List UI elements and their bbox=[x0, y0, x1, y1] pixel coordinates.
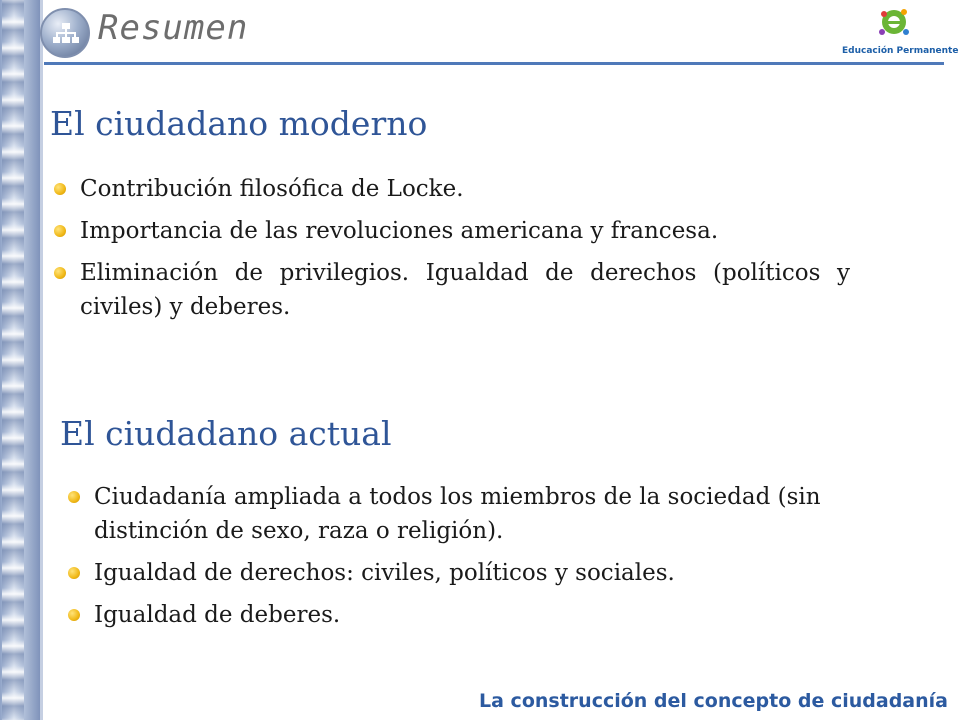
list-item: Contribución filosófica de Locke. bbox=[52, 172, 850, 206]
bullet-icon bbox=[68, 491, 80, 503]
org-chart-icon bbox=[40, 8, 90, 58]
brand-logo-text: Educación Permanente bbox=[842, 46, 959, 56]
list-item: Importancia de las revoluciones americana y francesa. bbox=[52, 214, 850, 248]
list-item: Eliminación de privilegios. Igualdad de derechos (políticos y civiles) y deberes. bbox=[52, 256, 850, 324]
list-item: Ciudadanía ampliada a todos los miembros de la sociedad (sin distinción de sexo, raza o religión). bbox=[66, 480, 926, 548]
header-title: Resumen bbox=[98, 8, 249, 48]
bullet-list-actual bbox=[66, 480, 926, 640]
section-title-actual: El ciudadano actual bbox=[60, 414, 392, 453]
header-divider bbox=[44, 62, 944, 65]
bullet-list-moderno bbox=[52, 172, 850, 332]
bullet-icon bbox=[68, 609, 80, 621]
footer-title: La construcción del concepto de ciudadanía bbox=[479, 690, 948, 712]
list-item: Igualdad de derechos: civiles, políticos y sociales. bbox=[66, 556, 926, 590]
bullet-icon bbox=[68, 567, 80, 579]
list-item: Igualdad de deberes. bbox=[66, 598, 926, 632]
bullet-icon bbox=[54, 183, 66, 195]
divider bbox=[40, 0, 43, 720]
section-title-moderno: El ciudadano moderno bbox=[50, 104, 428, 143]
bullet-icon bbox=[54, 267, 66, 279]
bullet-icon bbox=[54, 225, 66, 237]
decorative-ribbon bbox=[0, 0, 40, 720]
